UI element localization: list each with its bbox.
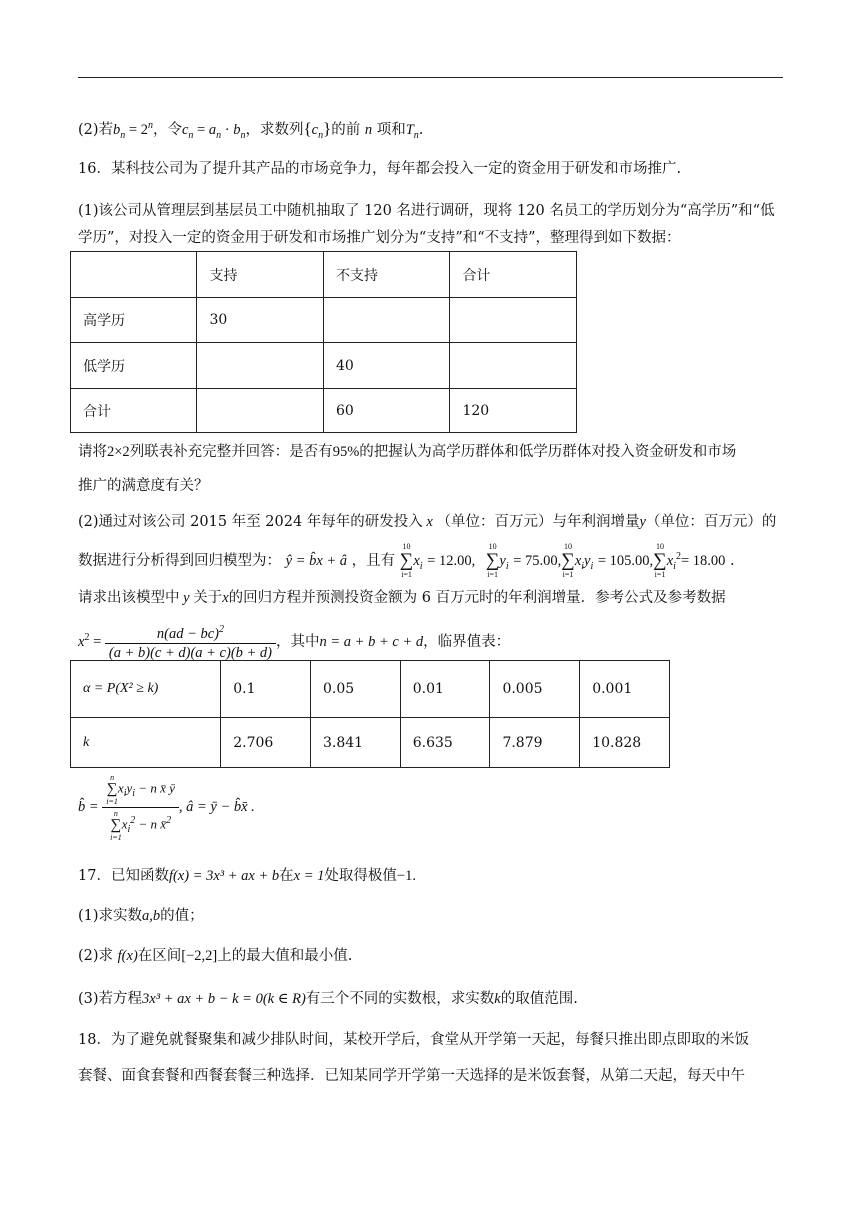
q16-p1-q-95: 95% — [332, 444, 360, 460]
q17-stem-a: 17．已知函数 — [78, 868, 169, 884]
critical-k-label: k — [71, 718, 221, 768]
q15-part2-n: n — [364, 121, 373, 138]
q16-p1-question-line2: 推广的满意度有关？ — [78, 478, 209, 494]
contingency-cell: 60 — [323, 389, 449, 433]
contingency-header-cell: 合计 — [450, 252, 577, 298]
bhat-fraction: n ∑ i=1 $x_iy_i - n$ x̄ ȳ n ∑ i=1 $x_i^2 - n$ x̄$^2$ — [102, 773, 179, 842]
contingency-header-cell: 支持 — [197, 252, 323, 298]
contingency-row — [71, 343, 577, 389]
q17-stem-c: 处取得极值 — [324, 868, 397, 884]
q17-extreme-value: −1. — [396, 868, 416, 884]
sum-x2-operator: 10 ∑ i=1 — [653, 542, 667, 580]
chi-square-fraction: $\frac{n(ad - bc)^2}{(a + b)(c + d)(a + c)(b + d)}$ — [105, 622, 276, 661]
q17-x-value: x = 1 — [293, 868, 325, 884]
q16-p2-text-a: (2)通过对该公司 2015 年至 2024 年每年的研发投入 — [78, 514, 423, 530]
q17-part2 — [78, 946, 783, 966]
q16-p1-q-text-a: 请将 — [78, 444, 107, 460]
q17-part3 — [78, 989, 783, 1009]
regression-model: ŷ = b̂x + â — [285, 552, 348, 569]
chi-square-formula: $x^2$ = $\frac{n(ad - bc)^2}{(a + b)(c + d)(a + c)(b + d)}$ ，其中n = a + b + c + d，临界值表： — [78, 624, 511, 662]
q15-part2: (2)若$b_n = 2^n$，令$c_n = a_n \cdot b_n$，求数列$\{c_n\}$的前 n 项和$T_n$. — [78, 118, 424, 141]
q16-p1-q-text-b: 列联表补充完整并回答：是否有 — [129, 444, 333, 460]
sum-y-value: = 75.00, — [513, 552, 562, 569]
contingency-cell: 高学历 — [71, 298, 197, 343]
q16-p2-line3-a: 请求出该模型中 — [78, 590, 180, 606]
formula-where-text: ，其中 — [276, 633, 320, 650]
q17-p2-function: f(x) — [117, 948, 138, 964]
q16-p1-line2: 学历”，对投入一定的资金用于研发和市场推广划分为“支持”和“不支持”，整理得到如下数据： — [78, 230, 681, 246]
critical-row-k — [71, 718, 670, 768]
contingency-table — [70, 251, 577, 433]
contingency-cell: 30 — [197, 298, 323, 343]
q15-part2-prefix: (2)若 — [78, 121, 114, 138]
q16-p1-question-line1 — [78, 442, 783, 462]
q15-part2-text4: 项和 — [376, 121, 406, 138]
q17-p3-equation: 3x³ + ax + b − k = 0(k ∈ R) — [142, 991, 306, 1007]
critical-k-cell: 3.841 — [310, 718, 400, 768]
contingency-cell: 低学历 — [71, 343, 197, 389]
q17-p2-c: 上的最大值和最小值. — [217, 948, 353, 964]
sum-x-value: = 12.00, — [427, 552, 476, 569]
critical-alpha-cell: 0.05 — [310, 661, 400, 718]
contingency-row — [71, 298, 577, 343]
q17-p1-a: (1)求实数 — [78, 908, 143, 924]
sum-y-operator: 10 ∑ i=1 — [485, 542, 500, 580]
sum-x2-value: = 18.00 — [680, 552, 726, 569]
contingency-cell — [323, 298, 449, 343]
q17-function: f(x) = 3x³ + ax + b — [168, 868, 280, 884]
critical-row-alpha — [71, 661, 670, 718]
critical-alpha-label: α = P(X² ≥ k) — [71, 661, 221, 718]
q18-line2: 套餐、面食套餐和西餐套餐三种选择．已知某同学开学第一天选择的是米饭套餐，从第二天起，每天中午 — [78, 1068, 745, 1084]
critical-alpha-cell: 0.1 — [221, 661, 311, 718]
q16-p2-model-label: 数据进行分析得到回归模型为： — [78, 552, 281, 569]
q16-p2-line1: (2)通过对该公司 2015 年至 2024 年每年的研发投入 x （单位：百万元）与年利润增量y（单位：百万元）的 — [78, 514, 777, 530]
critical-k-cell: 2.706 — [221, 718, 311, 768]
contingency-cell: 合计 — [71, 389, 197, 433]
contingency-header-cell — [71, 252, 197, 298]
header-rule — [78, 77, 783, 78]
critical-value-table — [70, 660, 670, 768]
q17-p3-c: 的取值范围. — [500, 991, 578, 1007]
q16-p1-q-text-c: 的把握认为高学历群体和低学历群体对投入资金研发和市场 — [359, 444, 737, 460]
critical-alpha-cell: 0.001 — [580, 661, 670, 718]
contingency-cell: 40 — [323, 343, 449, 389]
critical-alpha-cell: 0.005 — [490, 661, 580, 718]
q17-p2-a: (2)求 — [78, 948, 114, 964]
q17-p2-interval: [−2,2] — [181, 948, 218, 964]
contingency-header-cell: 不支持 — [323, 252, 449, 298]
formula-n-definition: n = a + b + c + d — [319, 633, 424, 650]
q16-p1-q-22: 2×2 — [107, 444, 130, 460]
q18-line1: 18．为了避免就餐聚集和减少排队时间，某校开学后，食堂从开学第一天起，每餐只推出即点即取的米饭 — [78, 1032, 749, 1048]
critical-k-cell: 6.635 — [400, 718, 490, 768]
q17-stem — [78, 866, 783, 886]
q17-p3-k: k — [494, 991, 501, 1007]
contingency-header-row — [71, 252, 577, 298]
critical-k-cell: 10.828 — [580, 718, 670, 768]
contingency-row — [71, 389, 577, 433]
q17-p2-b: 在区间 — [137, 948, 182, 964]
q17-p3-b: 有三个不同的实数根，求实数 — [305, 991, 495, 1007]
q15-part2-end: . — [418, 121, 424, 138]
q16-p2-line3-b: 关于 — [193, 590, 223, 606]
sum-x-operator: 10 ∑ i=1 — [399, 542, 414, 580]
q16-p2-and: ，且有 — [351, 552, 396, 569]
q16-p1-line1: (1)该公司从管理层到基层员工中随机抽取了 120 名进行调研，现将 120 名员工的学历划分为“高学历”和“低 — [78, 203, 775, 219]
q16-intro: 16．某科技公司为了提升其产品的市场竞争力，每年都会投入一定的资金用于研发和市场推广. — [78, 161, 682, 177]
formula-tail-text: ，临界值表： — [423, 633, 511, 650]
q16-p2-text-b: （单位：百万元）与年利润增量 — [436, 514, 640, 530]
q15-part2-text1: ，令 — [152, 121, 182, 138]
critical-alpha-cell: 0.01 — [400, 661, 490, 718]
q17-part1 — [78, 906, 783, 926]
sum-xy-operator: 10 ∑ i=1 — [561, 542, 575, 580]
q17-p1-vars: a,b — [142, 908, 161, 924]
contingency-cell — [450, 343, 577, 389]
bhat-formula: b̂ = n ∑ i=1 $x_iy_i - n$ x̄ ȳ n ∑ i=1 $x_i^2 - n$ x̄$^2$ , â = ȳ − b̂x̄ . — [78, 772, 255, 842]
contingency-cell — [450, 298, 577, 343]
q15-part2-text2: ，求数列 — [245, 121, 304, 138]
contingency-cell: 120 — [450, 389, 577, 433]
sum-xy-value: = 105.00, — [597, 552, 654, 569]
q16-p2-line3: 请求出该模型中 y 关于x的回归方程并预测投资金额为 6 百万元时的年利润增量．参考公式及参考数据 — [78, 590, 726, 606]
q15-part2-text3: 的前 — [331, 121, 361, 138]
contingency-cell — [197, 389, 323, 433]
q16-p2-text-c: （单位：百万元）的 — [645, 514, 777, 530]
q16-p2-line3-c: 的回归方程并预测投资金额为 6 百万元时的年利润增量．参考公式及参考数据 — [228, 590, 726, 606]
ahat-formula: , â = ȳ − b̂x̄ . — [178, 799, 255, 815]
contingency-cell — [197, 343, 323, 389]
critical-k-cell: 7.879 — [490, 718, 580, 768]
q16-p2-line2: 数据进行分析得到回归模型为： ŷ = b̂x + â ，且有 10 ∑ i=1 $x_i = 12.00$, 10 ∑ i=1 $y_i = 75.00$, 10 ∑ i=1 $x_iy_i = 105.00$, 10 ∑ i=1 $x_i^2= 18.00$ . — [78, 542, 735, 580]
q17-stem-b: 在 — [279, 868, 294, 884]
q17-p3-a: (3)若方程 — [78, 991, 143, 1007]
q17-p1-b: 的值； — [160, 908, 204, 924]
